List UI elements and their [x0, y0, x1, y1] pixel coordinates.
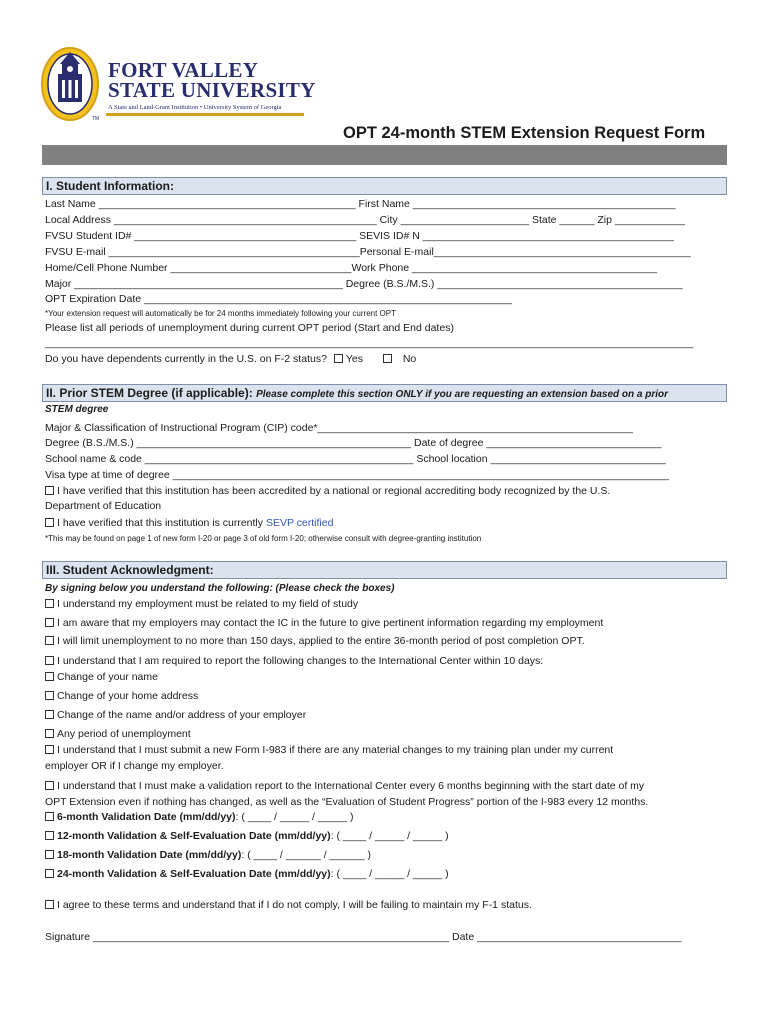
accreditation-text-cont: Department of Education	[45, 500, 162, 512]
form-title: OPT 24-month STEM Extension Request Form	[343, 124, 706, 142]
validation-12-date-field[interactable]: : ( ____ / _____ / _____ )	[330, 830, 449, 842]
validation-18-month	[45, 848, 371, 862]
sevp-certified-link[interactable]: SEVP certified	[265, 517, 334, 529]
field-visa-type[interactable]: Visa type at time of degree _____________________________________________________________________________________	[45, 469, 669, 481]
validation-24-date-field[interactable]: : ( ____ / _____ / _____ )	[330, 868, 449, 880]
ack-checkbox[interactable]	[45, 636, 54, 645]
validation-18-label: 18-month Validation Date (mm/dd/yy)	[57, 849, 242, 861]
ack-checkbox[interactable]	[45, 691, 54, 700]
section-2-heading	[42, 384, 727, 402]
ack-checkbox[interactable]	[45, 729, 54, 738]
field-phone[interactable]: Home/Cell Phone Number _______________________________Work Phone __________________________________________	[45, 262, 658, 274]
validation-6-date-field[interactable]: : ( ____ / _____ / _____ )	[235, 811, 354, 823]
logo-tagline: A State and Land-Grant Institution • University System of Georgia	[108, 104, 282, 111]
agree-text: I agree to these terms and understand that if I do not comply, I will be failing to maintain my F-1 status.	[57, 899, 532, 911]
field-unemployment-periods[interactable]: _______________________________________________________________________________________________________________	[45, 337, 694, 349]
svg-text:TM: TM	[92, 116, 100, 122]
section-1-heading	[42, 177, 727, 195]
ack-text: Change of your home address	[57, 690, 199, 702]
section-3-title: III. Student Acknowledgment:	[46, 563, 214, 577]
field-email[interactable]: FVSU E-mail ___________________________________________Personal E-mail____________________________________________	[45, 246, 691, 258]
validation-18-checkbox[interactable]	[45, 850, 54, 859]
ack-item-report-changes	[45, 654, 543, 668]
ack-text: Any period of unemployment	[57, 728, 191, 740]
agree-terms-item	[45, 898, 532, 912]
ack-text-cont: employer OR if I change my employer.	[45, 760, 224, 772]
unemployment-prompt: Please list all periods of unemployment during current OPT period (Start and End dates)	[45, 322, 454, 334]
logo-gold-bar	[106, 113, 304, 116]
ack-item-unemployment-period	[45, 727, 191, 741]
ack-item-unemployment-limit	[45, 634, 585, 648]
logo-line-1: FORT VALLEY	[108, 58, 259, 82]
ack-item-field-of-study	[45, 597, 358, 611]
section-2-note-cont: STEM degree	[45, 404, 109, 415]
signature-date-field[interactable]: Signature _____________________________________________________________ Date ___________________________________	[45, 931, 682, 943]
dependents-label: Do you have dependents currently in the U.S. on F-2 status?	[45, 353, 327, 365]
sevp-check-item	[45, 516, 333, 530]
validation-24-checkbox[interactable]	[45, 869, 54, 878]
accreditation-check-item	[45, 484, 610, 498]
ack-item-change-address	[45, 689, 198, 703]
ack-text: Change of the name and/or address of your employer	[57, 709, 307, 721]
ack-item-form-i983	[45, 743, 613, 757]
title-divider-bar	[42, 145, 727, 165]
section-1-title: I. Student Information:	[46, 179, 174, 193]
logo-wordmark	[108, 60, 316, 100]
logo-line-2: STATE UNIVERSITY	[108, 78, 316, 102]
ack-item-change-employer	[45, 708, 306, 722]
field-address[interactable]: Local Address _____________________________________________ City ______________________ State ______ Zip ____________	[45, 214, 685, 226]
sevp-checkbox[interactable]	[45, 518, 54, 527]
ack-text: I understand that I must make a validation report to the International Center every 6 months beginning with the start date of my	[57, 780, 645, 792]
accreditation-checkbox[interactable]	[45, 486, 54, 495]
ack-text: Change of your name	[57, 671, 158, 683]
ack-checkbox[interactable]	[45, 618, 54, 627]
ack-text: I understand that I am required to report the following changes to the International Center within 10 days:	[57, 655, 544, 667]
ack-checkbox[interactable]	[45, 599, 54, 608]
validation-12-checkbox[interactable]	[45, 831, 54, 840]
ack-checkbox[interactable]	[45, 656, 54, 665]
section-2-title: II. Prior STEM Degree (if applicable):	[46, 386, 253, 400]
dependents-no-label: No	[402, 353, 417, 365]
field-prior-degree-date[interactable]: Degree (B.S./M.S.) _______________________________________________ Date of degree ______________________________	[45, 437, 662, 449]
ack-checkbox[interactable]	[45, 672, 54, 681]
accreditation-text: I have verified that this institution has been accredited by a national or regional accrediting body recognized by the U.S.	[57, 485, 611, 497]
dependents-yes-checkbox[interactable]	[334, 354, 343, 363]
ack-text: I understand that I must submit a new Form I-983 if there are any material changes to my training plan under my current	[57, 744, 614, 756]
validation-6-checkbox[interactable]	[45, 812, 54, 821]
ack-text-cont: OPT Extension even if nothing has changed, as well as the “Evaluation of Student Progress” portion of the I-983 every 12 months.	[45, 796, 649, 808]
validation-24-month	[45, 867, 449, 881]
ack-checkbox[interactable]	[45, 781, 54, 790]
validation-24-label: 24-month Validation & Self-Evaluation Date (mm/dd/yy)	[57, 868, 331, 880]
ack-checkbox[interactable]	[45, 710, 54, 719]
validation-6-label: 6-month Validation Date (mm/dd/yy)	[57, 811, 236, 823]
ack-item-validation-report	[45, 779, 644, 793]
field-school-name-location[interactable]: School name & code ______________________________________________ School location ______________________________	[45, 453, 666, 465]
validation-12-month	[45, 829, 449, 843]
validation-6-month	[45, 810, 353, 824]
section-3-heading	[42, 561, 727, 579]
ack-item-employer-contact	[45, 616, 603, 630]
university-logo	[40, 44, 316, 124]
section-2-note: Please complete this section ONLY if you are requesting an extension based on a prior	[256, 389, 669, 400]
validation-18-date-field[interactable]: : ( ____ / ______ / ______ )	[241, 849, 371, 861]
ack-text: I am aware that my employers may contact the IC in the future to give pertinent information regarding my employment	[57, 617, 604, 629]
field-student-sevis-id[interactable]: FVSU Student ID# ______________________________________ SEVIS ID# N ___________________________________________	[45, 230, 674, 242]
dependents-yes-label: Yes	[345, 353, 363, 365]
agree-checkbox[interactable]	[45, 900, 54, 909]
auto-extension-note: *Your extension request will automatically be for 24 months immediately following your current OPT	[45, 309, 396, 318]
ack-checkbox[interactable]	[45, 745, 54, 754]
dependents-no-checkbox[interactable]	[383, 354, 392, 363]
field-major-cip[interactable]: Major & Classification of Instructional Program (CIP) code*______________________________________________________	[45, 422, 633, 434]
ack-item-change-name	[45, 670, 158, 684]
ack-intro: By signing below you understand the following: (Please check the boxes)	[45, 583, 395, 594]
validation-12-label: 12-month Validation & Self-Evaluation Date (mm/dd/yy)	[57, 830, 331, 842]
field-opt-expiration[interactable]: OPT Expiration Date _______________________________________________________________	[45, 293, 512, 305]
field-last-first-name[interactable]: Last Name ____________________________________________ First Name _____________________________________________	[45, 198, 676, 210]
i20-note: *This may be found on page 1 of new form I-20 or page 3 of old form I-20; otherwise consult with degree-granting institution	[45, 534, 482, 543]
seal-icon	[40, 44, 106, 124]
field-major-degree[interactable]: Major ______________________________________________ Degree (B.S./M.S.) __________________________________________	[45, 278, 683, 290]
dependents-question	[45, 352, 416, 366]
ack-text: I understand my employment must be related to my field of study	[57, 598, 359, 610]
sevp-text: I have verified that this institution is currently	[57, 517, 264, 529]
ack-text: I will limit unemployment to no more than 150 days, applied to the entire 36-month period of post completion OPT.	[57, 635, 585, 647]
